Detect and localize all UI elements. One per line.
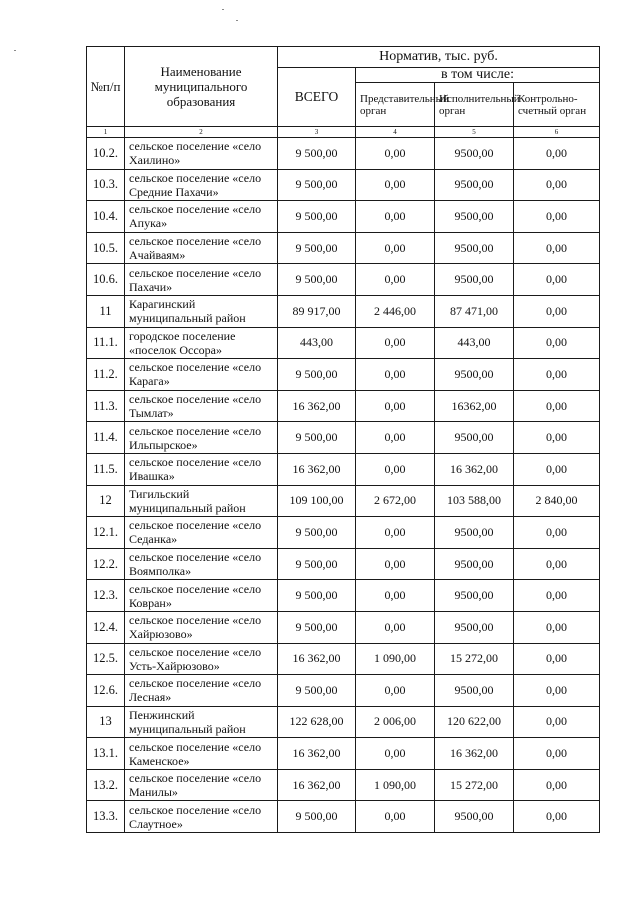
column-index-row	[87, 127, 600, 138]
table-row	[87, 675, 600, 707]
municipality-name: сельское поселение «село Ивашка»	[125, 453, 278, 485]
row-number: 12.5.	[87, 643, 125, 675]
municipality-name: Карагинский муниципальный район	[125, 295, 278, 327]
total-value: 16 362,00	[278, 738, 356, 770]
row-number: 11.3.	[87, 390, 125, 422]
executive-value: 9500,00	[435, 169, 514, 201]
column-index: 6	[514, 127, 600, 138]
row-number: 11	[87, 295, 125, 327]
municipality-name: сельское поселение «село Хайрюзово»	[125, 611, 278, 643]
municipality-name: сельское поселение «село Хаилино»	[125, 138, 278, 170]
table-row	[87, 359, 600, 391]
total-value: 9 500,00	[278, 611, 356, 643]
total-value: 9 500,00	[278, 359, 356, 391]
representative-value: 1 090,00	[356, 643, 435, 675]
row-number: 10.5.	[87, 232, 125, 264]
representative-value: 0,00	[356, 359, 435, 391]
scan-speck	[236, 20, 238, 21]
total-value: 122 628,00	[278, 706, 356, 738]
executive-value: 87 471,00	[435, 295, 514, 327]
executive-value: 15 272,00	[435, 769, 514, 801]
header-total: ВСЕГО	[278, 68, 356, 127]
municipality-name: сельское поселение «село Воямполка»	[125, 548, 278, 580]
scan-speck	[14, 50, 16, 51]
executive-value: 120 622,00	[435, 706, 514, 738]
column-index: 5	[435, 127, 514, 138]
executive-value: 9500,00	[435, 138, 514, 170]
executive-value: 16 362,00	[435, 738, 514, 770]
municipality-name: сельское поселение «село Ковран»	[125, 580, 278, 612]
executive-value: 9500,00	[435, 548, 514, 580]
control-value: 0,00	[514, 706, 600, 738]
control-value: 0,00	[514, 138, 600, 170]
row-number: 11.4.	[87, 422, 125, 454]
row-number: 11.2.	[87, 359, 125, 391]
table-row	[87, 580, 600, 612]
executive-value: 443,00	[435, 327, 514, 359]
control-value: 0,00	[514, 201, 600, 233]
representative-value: 0,00	[356, 169, 435, 201]
header-col-num: №п/п	[87, 47, 125, 127]
control-value: 0,00	[514, 738, 600, 770]
representative-value: 0,00	[356, 422, 435, 454]
municipality-name: сельское поселение «село Апука»	[125, 201, 278, 233]
normative-table	[86, 46, 600, 833]
control-value: 0,00	[514, 422, 600, 454]
total-value: 9 500,00	[278, 517, 356, 549]
control-value: 0,00	[514, 675, 600, 707]
total-value: 9 500,00	[278, 232, 356, 264]
row-number: 12.3.	[87, 580, 125, 612]
control-value: 0,00	[514, 611, 600, 643]
table-row	[87, 706, 600, 738]
row-number: 10.6.	[87, 264, 125, 296]
total-value: 109 100,00	[278, 485, 356, 517]
representative-value: 0,00	[356, 517, 435, 549]
control-value: 0,00	[514, 169, 600, 201]
representative-value: 0,00	[356, 580, 435, 612]
executive-value: 9500,00	[435, 611, 514, 643]
row-number: 12.4.	[87, 611, 125, 643]
column-index: 4	[356, 127, 435, 138]
total-value: 443,00	[278, 327, 356, 359]
municipality-name: сельское поселение «село Пахачи»	[125, 264, 278, 296]
representative-value: 0,00	[356, 201, 435, 233]
header-representative: Представительный орган	[356, 83, 435, 127]
municipality-name: сельское поселение «село Лесная»	[125, 675, 278, 707]
table-row	[87, 453, 600, 485]
executive-value: 16 362,00	[435, 453, 514, 485]
representative-value: 0,00	[356, 738, 435, 770]
executive-value: 16362,00	[435, 390, 514, 422]
row-number: 10.2.	[87, 138, 125, 170]
representative-value: 0,00	[356, 232, 435, 264]
representative-value: 0,00	[356, 264, 435, 296]
control-value: 0,00	[514, 327, 600, 359]
total-value: 9 500,00	[278, 169, 356, 201]
header-executive: Исполнительный орган	[435, 83, 514, 127]
table-row	[87, 138, 600, 170]
control-value: 0,00	[514, 264, 600, 296]
row-number: 12.6.	[87, 675, 125, 707]
header-normative: Норматив, тыс. руб.	[278, 47, 600, 68]
table-row	[87, 422, 600, 454]
representative-value: 0,00	[356, 453, 435, 485]
control-value: 0,00	[514, 517, 600, 549]
executive-value: 9500,00	[435, 264, 514, 296]
table-row	[87, 517, 600, 549]
executive-value: 9500,00	[435, 675, 514, 707]
total-value: 89 917,00	[278, 295, 356, 327]
municipality-name: сельское поселение «село Средние Пахачи»	[125, 169, 278, 201]
control-value: 0,00	[514, 390, 600, 422]
representative-value: 2 446,00	[356, 295, 435, 327]
executive-value: 9500,00	[435, 517, 514, 549]
row-number: 10.3.	[87, 169, 125, 201]
total-value: 9 500,00	[278, 138, 356, 170]
municipality-name: сельское поселение «село Усть-Хайрюзово»	[125, 643, 278, 675]
row-number: 10.4.	[87, 201, 125, 233]
table-row	[87, 485, 600, 517]
header-including: в том числе:	[356, 68, 600, 83]
control-value: 0,00	[514, 548, 600, 580]
total-value: 9 500,00	[278, 675, 356, 707]
municipality-name: сельское поселение «село Тымлат»	[125, 390, 278, 422]
municipality-name: городское поселение «поселок Оссора»	[125, 327, 278, 359]
representative-value: 0,00	[356, 675, 435, 707]
total-value: 9 500,00	[278, 548, 356, 580]
municipality-name: Тигильский муниципальный район	[125, 485, 278, 517]
row-number: 12.2.	[87, 548, 125, 580]
row-number: 11.5.	[87, 453, 125, 485]
table-row	[87, 801, 600, 833]
control-value: 0,00	[514, 580, 600, 612]
municipality-name: сельское поселение «село Седанка»	[125, 517, 278, 549]
representative-value: 2 006,00	[356, 706, 435, 738]
municipality-name: сельское поселение «село Каменское»	[125, 738, 278, 770]
representative-value: 2 672,00	[356, 485, 435, 517]
table-row	[87, 769, 600, 801]
table-row	[87, 390, 600, 422]
total-value: 16 362,00	[278, 643, 356, 675]
total-value: 16 362,00	[278, 390, 356, 422]
total-value: 9 500,00	[278, 264, 356, 296]
executive-value: 9500,00	[435, 422, 514, 454]
municipality-name: Пенжинский муниципальный район	[125, 706, 278, 738]
table-row	[87, 264, 600, 296]
row-number: 13.2.	[87, 769, 125, 801]
municipality-name: сельское поселение «село Карага»	[125, 359, 278, 391]
total-value: 9 500,00	[278, 580, 356, 612]
representative-value: 1 090,00	[356, 769, 435, 801]
control-value: 0,00	[514, 295, 600, 327]
executive-value: 9500,00	[435, 801, 514, 833]
table-row	[87, 327, 600, 359]
header-control: Контрольно-счетный орган	[514, 83, 600, 127]
representative-value: 0,00	[356, 390, 435, 422]
control-value: 0,00	[514, 359, 600, 391]
control-value: 2 840,00	[514, 485, 600, 517]
municipality-name: сельское поселение «село Ильпырское»	[125, 422, 278, 454]
total-value: 9 500,00	[278, 422, 356, 454]
row-number: 11.1.	[87, 327, 125, 359]
control-value: 0,00	[514, 801, 600, 833]
municipality-name: сельское поселение «село Слаутное»	[125, 801, 278, 833]
representative-value: 0,00	[356, 611, 435, 643]
row-number: 13.1.	[87, 738, 125, 770]
row-number: 12.1.	[87, 517, 125, 549]
table-row	[87, 738, 600, 770]
executive-value: 9500,00	[435, 359, 514, 391]
executive-value: 9500,00	[435, 580, 514, 612]
control-value: 0,00	[514, 769, 600, 801]
row-number: 12	[87, 485, 125, 517]
executive-value: 9500,00	[435, 232, 514, 264]
table-row	[87, 611, 600, 643]
table-body	[87, 138, 600, 833]
executive-value: 15 272,00	[435, 643, 514, 675]
table-row	[87, 201, 600, 233]
total-value: 9 500,00	[278, 801, 356, 833]
representative-value: 0,00	[356, 801, 435, 833]
representative-value: 0,00	[356, 548, 435, 580]
executive-value: 103 588,00	[435, 485, 514, 517]
total-value: 16 362,00	[278, 769, 356, 801]
total-value: 9 500,00	[278, 201, 356, 233]
municipality-name: сельское поселение «село Ачайваям»	[125, 232, 278, 264]
row-number: 13	[87, 706, 125, 738]
control-value: 0,00	[514, 643, 600, 675]
table-row	[87, 643, 600, 675]
scan-speck	[222, 9, 224, 10]
row-number: 13.3.	[87, 801, 125, 833]
municipality-name: сельское поселение «село Манилы»	[125, 769, 278, 801]
table-row	[87, 548, 600, 580]
column-index: 1	[87, 127, 125, 138]
representative-value: 0,00	[356, 138, 435, 170]
column-index: 3	[278, 127, 356, 138]
table-row	[87, 295, 600, 327]
control-value: 0,00	[514, 232, 600, 264]
column-index: 2	[125, 127, 278, 138]
representative-value: 0,00	[356, 327, 435, 359]
executive-value: 9500,00	[435, 201, 514, 233]
total-value: 16 362,00	[278, 453, 356, 485]
control-value: 0,00	[514, 453, 600, 485]
table-row	[87, 232, 600, 264]
table-row	[87, 169, 600, 201]
header-col-name: Наименование муниципального образования	[125, 47, 278, 127]
